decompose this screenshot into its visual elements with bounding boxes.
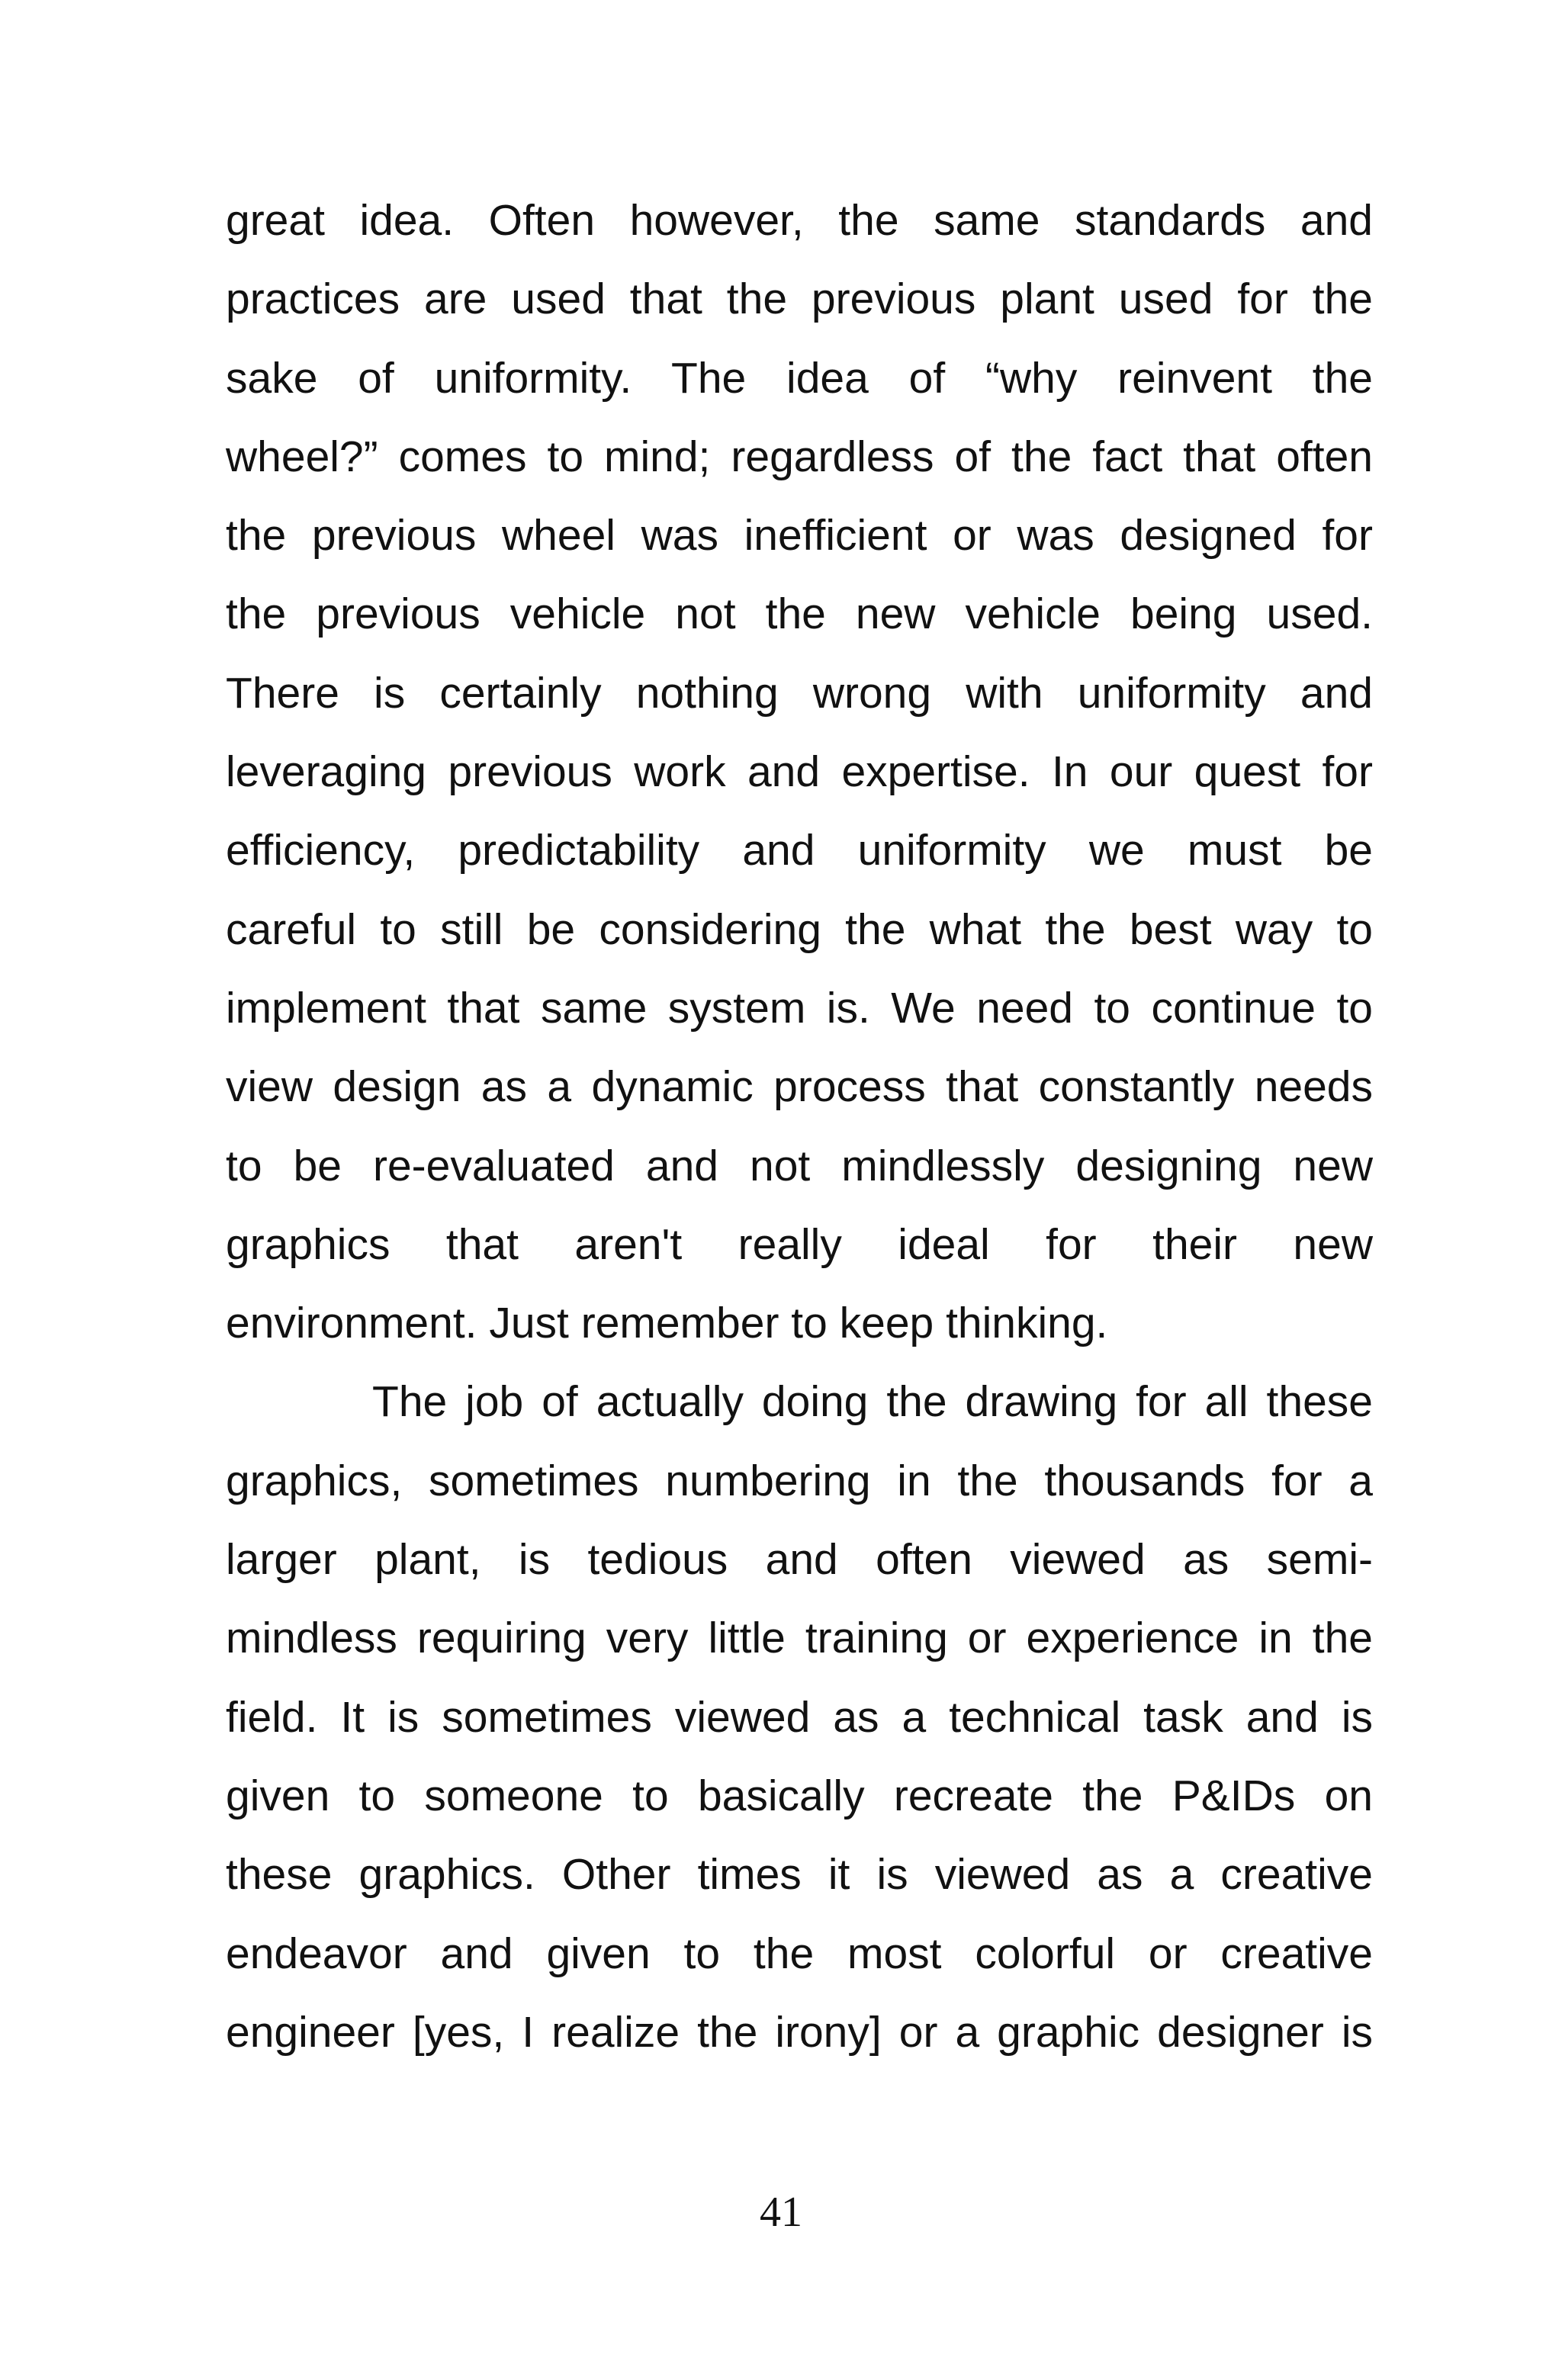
- text-line: leveraging previous work and expertise. In our quest for: [226, 747, 1373, 797]
- text-line: efficiency, predictability and uniformity we must be: [226, 826, 1373, 875]
- text-line: graphics, sometimes numbering in the thousands for a: [226, 1456, 1373, 1505]
- text-line: careful to still be considering the what the best way to: [226, 904, 1373, 954]
- text-line: these graphics. Other times it is viewed as a creative: [226, 1850, 1373, 1900]
- body-text: [226, 181, 1373, 2072]
- paragraph-start-line: The job of actually doing the drawing for all these: [372, 1377, 1373, 1427]
- page-number: 41: [760, 2189, 802, 2236]
- text-line: the previous vehicle not the new vehicle being used.: [226, 589, 1373, 639]
- paragraph-end-line: environment. Just remember to keep thinking.: [226, 1299, 1108, 1348]
- text-line: wheel?” comes to mind; regardless of the fact that often: [226, 432, 1373, 481]
- text-line: to be re-evaluated and not mindlessly designing new: [226, 1141, 1373, 1190]
- text-line: given to someone to basically recreate the P&IDs on: [226, 1771, 1373, 1820]
- text-line: field. It is sometimes viewed as a technical task and is: [226, 1692, 1373, 1742]
- text-line: view design as a dynamic process that constantly needs: [226, 1062, 1373, 1112]
- text-line: practices are used that the previous plant used for the: [226, 275, 1373, 324]
- text-line: implement that same system is. We need to continue to: [226, 983, 1373, 1033]
- text-line: great idea. Often however, the same standards and: [226, 196, 1373, 245]
- text-line: engineer [yes, I realize the irony] or a graphic designer is: [226, 2007, 1373, 2057]
- text-line: the previous wheel was inefficient or was designed for: [226, 511, 1373, 560]
- text-line: There is certainly nothing wrong with uniformity and: [226, 668, 1373, 718]
- text-line: graphics that aren't really ideal for their new: [226, 1219, 1373, 1269]
- text-line: mindless requiring very little training or experience in the: [226, 1614, 1373, 1663]
- text-line: endeavor and given to the most colorful or creative: [226, 1929, 1373, 1978]
- text-line: larger plant, is tedious and often viewed as semi-: [226, 1535, 1373, 1585]
- text-line: sake of uniformity. The idea of “why reinvent the: [226, 353, 1373, 403]
